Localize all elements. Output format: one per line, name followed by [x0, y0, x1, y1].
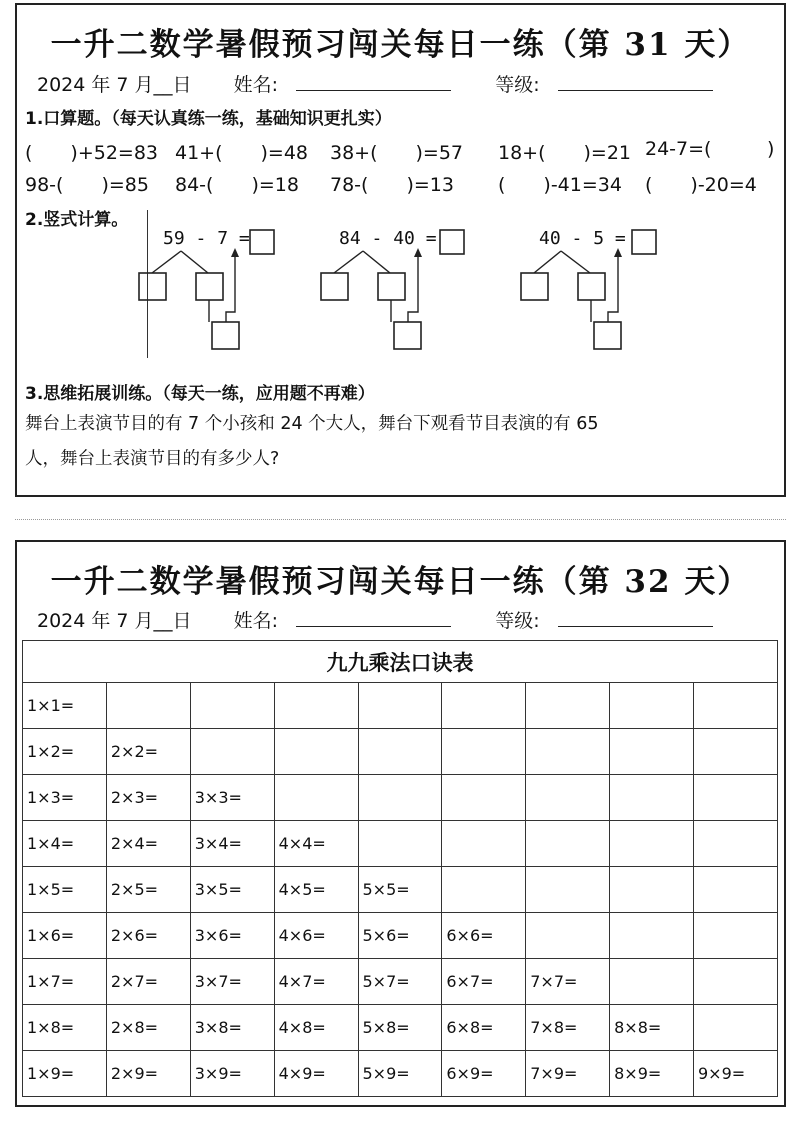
table-row — [23, 821, 778, 867]
table-cell[interactable]: 9×9= — [694, 1051, 778, 1097]
arrow-up-icon — [414, 248, 422, 257]
word-problem-line-1: 舞台上表演节目的有 7 个小孩和 24 个大人，舞台下观看节目表演的有 65 — [25, 414, 599, 434]
word-problem-line-2: 人，舞台上表演节目的有多少人? — [25, 449, 280, 469]
table-cell[interactable]: 1×3= — [23, 775, 107, 821]
table-cell[interactable]: 2×2= — [106, 729, 190, 775]
grade-field[interactable] — [558, 612, 713, 627]
table-cell — [694, 1005, 778, 1051]
table-row — [23, 913, 778, 959]
table-cell — [694, 959, 778, 1005]
table-cell[interactable]: 3×4= — [190, 821, 274, 867]
table-cell[interactable]: 4×9= — [274, 1051, 358, 1097]
table-row — [23, 775, 778, 821]
arithmetic-row-2 — [25, 170, 776, 196]
table-cell — [610, 729, 694, 775]
answer-box[interactable] — [632, 230, 656, 254]
answer-box[interactable] — [250, 230, 274, 254]
calc-expression: 59 - 7 = — [163, 228, 250, 249]
table-cell — [610, 683, 694, 729]
table-cell[interactable]: 4×8= — [274, 1005, 358, 1051]
table-cell[interactable]: 3×7= — [190, 959, 274, 1005]
table-cell — [526, 867, 610, 913]
table-cell[interactable]: 5×8= — [358, 1005, 442, 1051]
table-cell — [694, 729, 778, 775]
table-cell[interactable]: 6×9= — [442, 1051, 526, 1097]
arithmetic-row-1 — [25, 138, 776, 164]
table-row — [23, 867, 778, 913]
split-box[interactable] — [378, 273, 405, 300]
table-cell[interactable]: 5×5= — [358, 867, 442, 913]
table-cell — [358, 683, 442, 729]
table-cell[interactable]: 2×3= — [106, 775, 190, 821]
section-oral-arithmetic: 1.口算题。（每天认真练一练，基础知识更扎实） — [25, 109, 392, 129]
result-box[interactable] — [594, 322, 621, 349]
date-label: 2024 年 7 月__日 — [37, 74, 192, 96]
table-cell — [442, 683, 526, 729]
grade-label: 等级: — [495, 610, 540, 632]
vertical-calc-2 — [317, 228, 477, 358]
multiplication-table — [22, 640, 778, 1097]
table-cell — [526, 913, 610, 959]
table-cell — [274, 683, 358, 729]
table-cell — [442, 775, 526, 821]
table-row — [23, 1005, 778, 1051]
table-cell[interactable]: 2×5= — [106, 867, 190, 913]
table-cell[interactable]: 3×5= — [190, 867, 274, 913]
arithmetic-item[interactable]: ( )-41=34 — [498, 174, 622, 196]
split-box[interactable] — [578, 273, 605, 300]
table-cell[interactable]: 4×4= — [274, 821, 358, 867]
table-cell — [274, 729, 358, 775]
table-row — [23, 729, 778, 775]
table-cell[interactable]: 6×7= — [442, 959, 526, 1005]
table-cell — [274, 775, 358, 821]
table-cell[interactable]: 2×9= — [106, 1051, 190, 1097]
table-cell[interactable]: 5×7= — [358, 959, 442, 1005]
table-cell — [694, 913, 778, 959]
table-cell — [610, 821, 694, 867]
table-cell — [526, 821, 610, 867]
calc-expression: 40 - 5 = — [539, 228, 626, 249]
table-cell[interactable]: 1×5= — [23, 867, 107, 913]
table-cell — [358, 729, 442, 775]
table-cell[interactable]: 3×9= — [190, 1051, 274, 1097]
section-vertical-calculation: 2.竖式计算。 — [25, 210, 129, 230]
table-cell[interactable]: 1×7= — [23, 959, 107, 1005]
table-cell[interactable]: 1×1= — [23, 683, 107, 729]
arrow-up-icon — [231, 248, 239, 257]
decomposition-diagram — [317, 228, 477, 358]
table-cell[interactable]: 4×5= — [274, 867, 358, 913]
table-cell[interactable]: 8×8= — [610, 1005, 694, 1051]
table-cell[interactable]: 3×3= — [190, 775, 274, 821]
result-box[interactable] — [394, 322, 421, 349]
decomposition-diagram — [517, 228, 677, 358]
name-field[interactable] — [296, 612, 451, 627]
arithmetic-item[interactable]: 24-7=( — [645, 138, 712, 160]
arithmetic-item-close-paren: ) — [767, 138, 775, 160]
result-box[interactable] — [212, 322, 239, 349]
table-cell[interactable]: 5×9= — [358, 1051, 442, 1097]
table-cell[interactable]: 2×8= — [106, 1005, 190, 1051]
worksheet-day31 — [15, 3, 786, 497]
table-cell — [610, 775, 694, 821]
table-row — [23, 959, 778, 1005]
table-cell — [442, 729, 526, 775]
student-info-row — [37, 70, 713, 97]
table-cell — [526, 775, 610, 821]
date-label: 2024 年 7 月__日 — [37, 610, 192, 632]
cut-divider — [15, 519, 786, 520]
table-row — [23, 1051, 778, 1097]
table-cell[interactable]: 4×6= — [274, 913, 358, 959]
vertical-calc-1 — [135, 228, 295, 358]
name-field[interactable] — [296, 76, 451, 91]
arithmetic-item[interactable]: ( )-20=4 — [645, 174, 757, 196]
vertical-calc-3 — [517, 228, 677, 358]
table-cell[interactable]: 8×9= — [610, 1051, 694, 1097]
split-box[interactable] — [521, 273, 548, 300]
table-cell[interactable]: 1×9= — [23, 1051, 107, 1097]
split-box[interactable] — [196, 273, 223, 300]
table-cell — [694, 867, 778, 913]
calc-expression: 84 - 40 = — [339, 228, 437, 249]
table-cell — [694, 775, 778, 821]
table-cell[interactable]: 7×8= — [526, 1005, 610, 1051]
table-cell — [190, 683, 274, 729]
arithmetic-item[interactable]: 38+( )=57 — [330, 142, 464, 164]
table-cell — [610, 959, 694, 1005]
table-title: 九九乘法口诀表 — [23, 641, 778, 683]
table-cell — [442, 821, 526, 867]
table-cell[interactable]: 6×6= — [442, 913, 526, 959]
arithmetic-item[interactable]: 41+( )=48 — [175, 142, 309, 164]
table-cell[interactable]: 7×7= — [526, 959, 610, 1005]
table-cell[interactable]: 3×6= — [190, 913, 274, 959]
grade-field[interactable] — [558, 76, 713, 91]
table-cell — [610, 867, 694, 913]
table-cell — [610, 913, 694, 959]
table-cell[interactable]: 2×4= — [106, 821, 190, 867]
table-cell[interactable]: 4×7= — [274, 959, 358, 1005]
arithmetic-item[interactable]: 98-( )=85 — [25, 174, 149, 196]
table-cell[interactable]: 1×2= — [23, 729, 107, 775]
decomposition-diagram — [135, 228, 295, 358]
grade-label: 等级: — [495, 74, 540, 96]
table-cell[interactable]: 5×6= — [358, 913, 442, 959]
table-cell — [358, 775, 442, 821]
split-box[interactable] — [321, 273, 348, 300]
table-cell — [106, 683, 190, 729]
split-box[interactable] — [139, 273, 166, 300]
arithmetic-item[interactable]: 84-( )=18 — [175, 174, 299, 196]
table-cell — [358, 821, 442, 867]
arithmetic-item[interactable]: 78-( )=13 — [330, 174, 454, 196]
table-row — [23, 683, 778, 729]
name-label: 姓名: — [233, 74, 279, 96]
section-thinking-training: 3.思维拓展训练。（每天一练，应用题不再难） — [25, 384, 375, 404]
table-cell[interactable]: 1×8= — [23, 1005, 107, 1051]
worksheet-title: 一升二数学暑假预习闯关每日一练（第 32 天） — [50, 564, 751, 600]
worksheet-title: 一升二数学暑假预习闯关每日一练（第 31 天） — [50, 27, 751, 63]
table-cell[interactable]: 3×8= — [190, 1005, 274, 1051]
table-cell — [526, 729, 610, 775]
table-cell — [442, 867, 526, 913]
table-cell — [694, 683, 778, 729]
table-cell[interactable]: 1×4= — [23, 821, 107, 867]
arithmetic-item[interactable]: 18+( )=21 — [498, 142, 632, 164]
worksheet-day32 — [15, 540, 786, 1107]
table-cell — [526, 683, 610, 729]
table-cell[interactable]: 2×6= — [106, 913, 190, 959]
answer-box[interactable] — [440, 230, 464, 254]
table-cell[interactable]: 1×6= — [23, 913, 107, 959]
student-info-row — [37, 606, 713, 633]
arithmetic-item[interactable]: ( )+52=83 — [25, 142, 159, 164]
arrow-up-icon — [614, 248, 622, 257]
table-cell — [190, 729, 274, 775]
name-label: 姓名: — [233, 610, 279, 632]
table-cell — [694, 821, 778, 867]
table-cell[interactable]: 2×7= — [106, 959, 190, 1005]
table-cell[interactable]: 6×8= — [442, 1005, 526, 1051]
table-cell[interactable]: 7×9= — [526, 1051, 610, 1097]
